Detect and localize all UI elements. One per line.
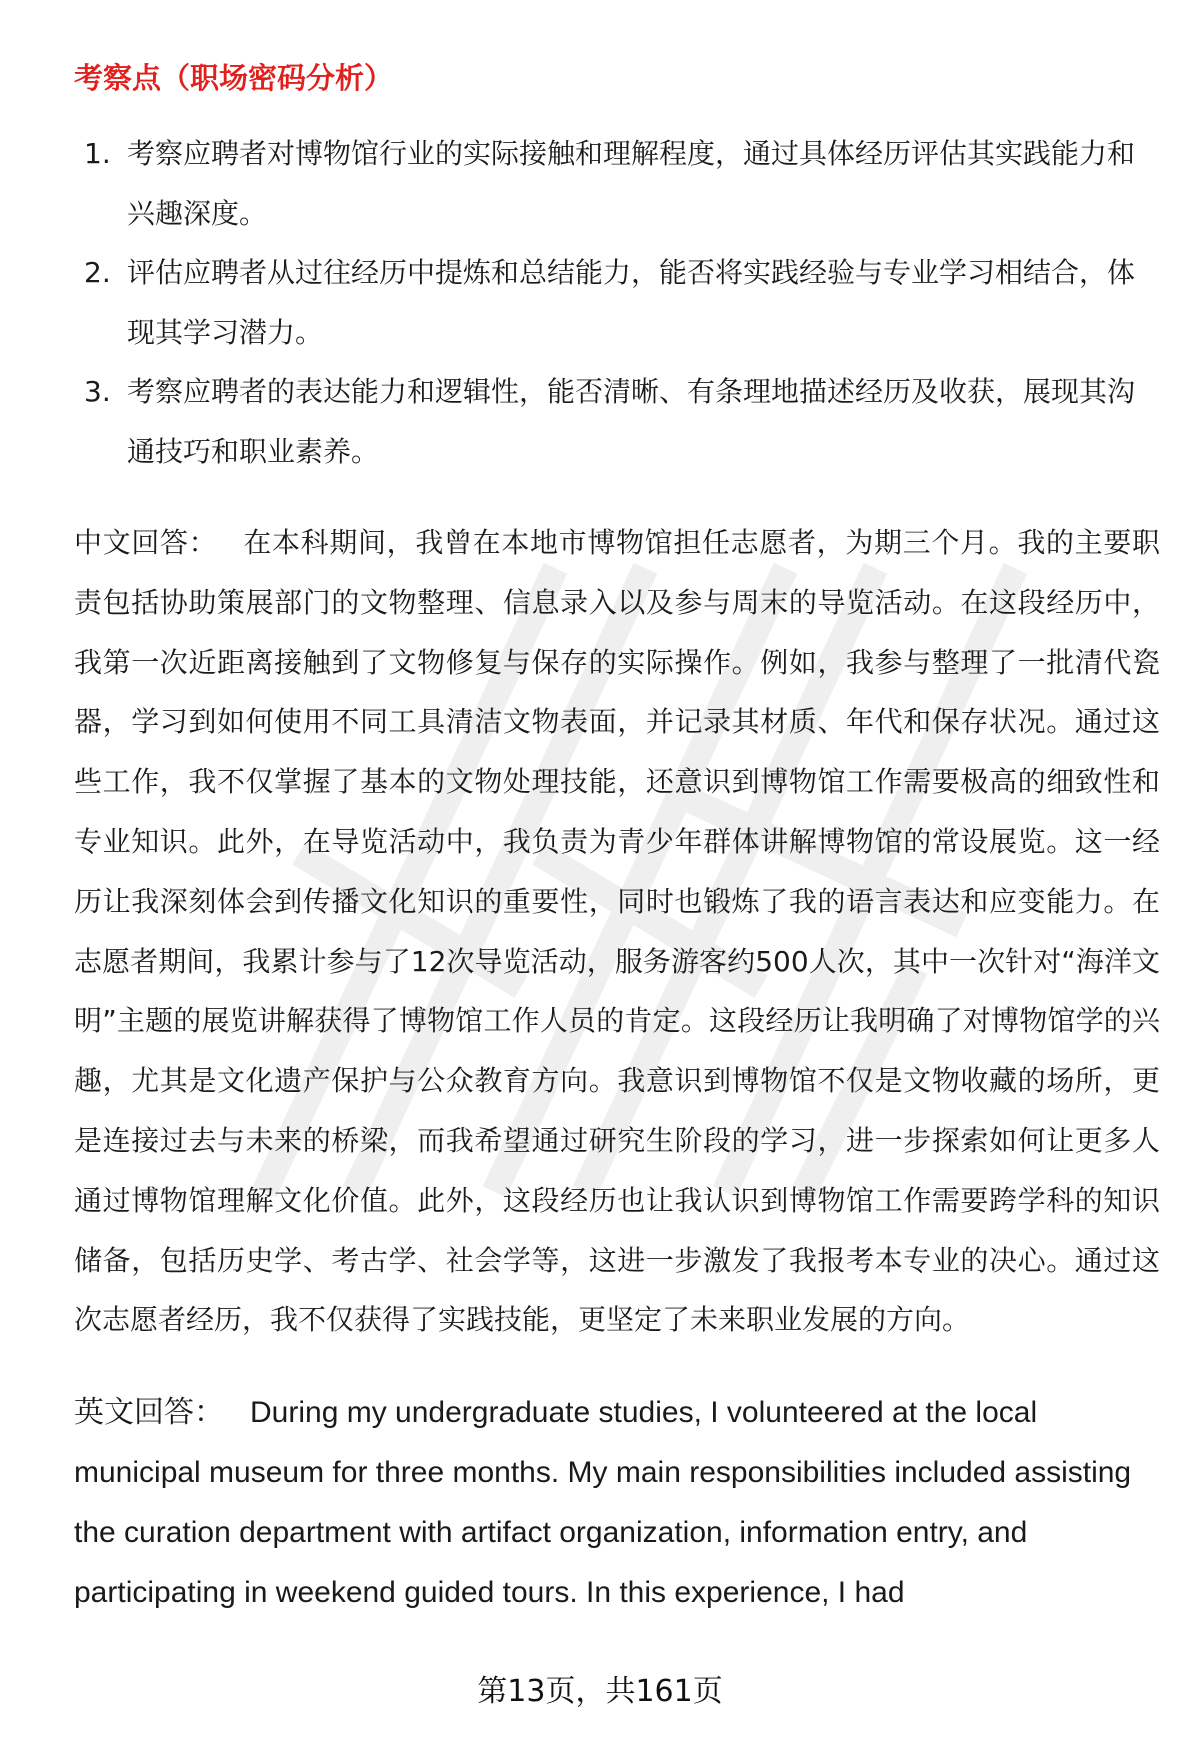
list-item-text: 考察应聘者对博物馆行业的实际接触和理解程度，通过具体经历评估其实践能力和兴趣深度。 [127, 137, 1136, 230]
english-answer-label: 英文回答： [74, 1396, 224, 1430]
chinese-answer-text: 在本科期间，我曾在本地市博物馆担任志愿者，为期三个月。我的主要职责包括协助策展部门的文物整理、信息录入以及参与周末的导览活动。在这段经历中，我第一次近距离接触到了文物修复与保存的实际操作。例如，我参与整理了一批清代瓷器，学习到如何使用不同工具清洁文物表面，并记录其材质、年代和保存状况。通过这些工作，我不仅掌握了基本的文物处理技能，还意识到博物馆工作需要极高的细致性和专业知识。此外，在导览活动中，我负责为青少年群体讲解博物馆的常设展览。这一经历让我深刻体会到传播文化知识的重要性，同时也锻炼了我的语言表达和应变能力。在志愿者期间，我累计参与了12次导览活动，服务游客约500人次，其中一次针对“海洋文明”主题的展览讲解获得了博物馆工作人员的肯定。这段经历让我明确了对博物馆学的兴趣，尤其是文化遗产保护与公众教育方向。我意识到博物馆不仅是文物收藏的场所，更是连接过去与未来的桥梁，而我希望通过研究生阶段的学习，进一步探索如何让更多人通过博物馆理解文化价值。此外，这段经历也让我认识到博物馆工作需要跨学科的知识储备，包括历史学、考古学、社会学等，这进一步激发了我报考本专业的决心。通过这次志愿者经历，我不仅获得了实践技能，更坚定了未来职业发展的方向。 [74, 526, 1160, 1337]
list-item [74, 243, 1156, 362]
list-item-number: 2. [84, 256, 111, 289]
english-answer [74, 1383, 1134, 1622]
section-heading: 考察点（职场密码分析） [74, 61, 394, 95]
chinese-answer-label: 中文回答： [74, 526, 218, 559]
list-item [74, 362, 1156, 481]
document-page [74, 56, 1160, 1622]
list-item [74, 124, 1156, 243]
page-number-footer: 第13页，共161页 [477, 1674, 723, 1709]
list-item-number: 1. [84, 137, 111, 170]
list-item-text: 考察应聘者的表达能力和逻辑性，能否清晰、有条理地描述经历及收获，展现其沟通技巧和职业素养。 [127, 375, 1136, 468]
assessment-points-list [74, 124, 1160, 481]
english-answer-text: During my undergraduate studies, I volunteered at the local municipal museum for three months. My main responsibilities included assisting the curation department with artifact organization, information entry, and participating in weekend guided tours. In this experience, I had [74, 1396, 1132, 1609]
chinese-answer [74, 513, 1160, 1350]
list-item-text: 评估应聘者从过往经历中提炼和总结能力，能否将实践经验与专业学习相结合，体现其学习潜力。 [127, 256, 1136, 349]
list-item-number: 3. [84, 375, 111, 408]
